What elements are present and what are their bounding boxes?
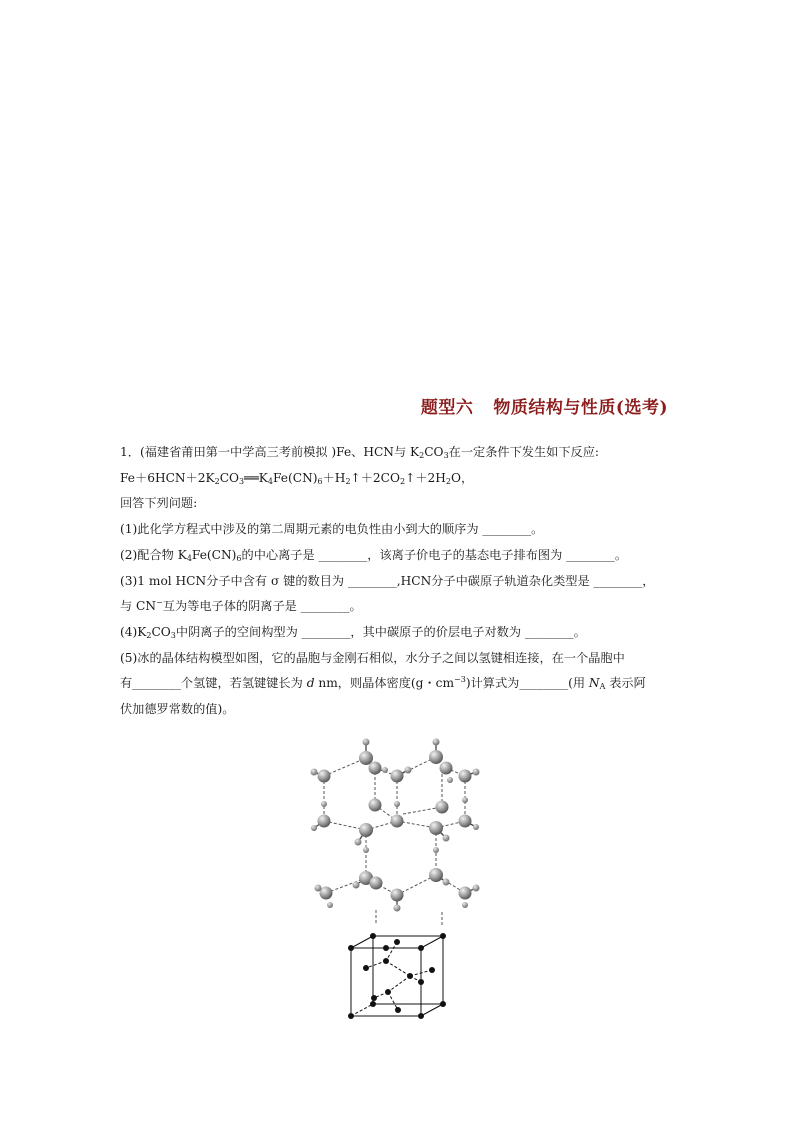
unit-cell-diagram <box>348 933 446 1019</box>
sub-question-4: $(4)K_2CO_3$中阴离子的空间构型为 ________，其中碳原子的价层电子对数为 ________。 <box>120 624 586 640</box>
question-header: 1．(福建省莆田第一中学高三考前模拟 )Fe、HCN与 $K_2CO_3$在一定条件下发生如下反应: <box>120 445 600 460</box>
page-title: 题型六 物质结构与性质(选考) <box>420 398 668 418</box>
sub-question-5-end: 伏加德罗常数的值)。 <box>120 702 235 717</box>
sub-question-2: (2)配合物 $K_4Fe(CN)_6$的中心离子是 ________，该离子价电子的基态电子排布图为 ________。 <box>120 547 628 563</box>
prompt-text: 回答下列问题: <box>120 496 198 511</box>
question-1 <box>120 440 676 723</box>
sub-question-3-cont: 与 CN−互为等电子体的阴离子是 ________。 <box>120 598 362 614</box>
oxygen-atoms <box>318 750 472 902</box>
sub-question-1: (1)此化学方程式中涉及的第二周期元素的电负性由小到大的顺序为 ________。 <box>120 522 544 537</box>
sub-question-5: (5)冰的晶体结构模型如图，它的晶胞与金刚石相似，水分子之间以氢键相连接，在一个晶胞中 <box>120 650 625 665</box>
reaction-equation: $Fe+6HCN+2K_2CO_3══K_4Fe(CN)_6+H_2↑+2CO_2↑+2H_2O$， <box>120 470 474 486</box>
sub-question-5-cont: 有________个氢键，若氢键键长为 d nm，则晶体密度(g・$cm^{-3}$)计算式为________(用 $N_A$ 表示阿 <box>120 675 646 692</box>
ice-structure-svg <box>300 730 500 1030</box>
ice-crystal-figure <box>300 730 500 1034</box>
sub-question-3: (3)1 mol HCN分子中含有 σ 键的数目为 ________,HCN分子中碳原子轨道杂化类型是 ________， <box>120 573 655 588</box>
